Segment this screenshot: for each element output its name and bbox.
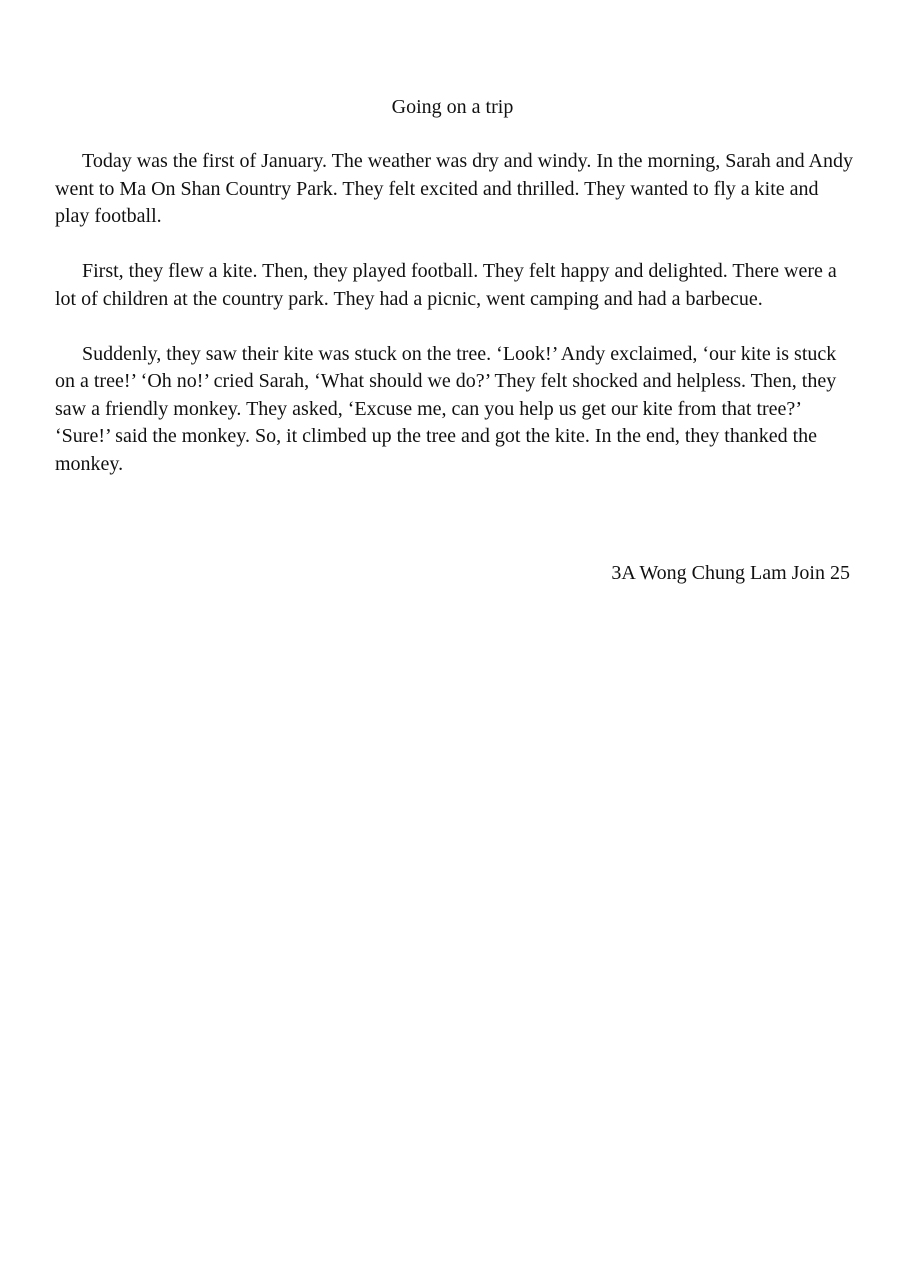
document-body bbox=[55, 148, 853, 506]
paragraph-1: Today was the first of January. The weather was dry and windy. In the morning, Sarah and Andy went to Ma On Shan Country Park. They felt excited and thrilled. They wanted to fly a kite and play football. bbox=[55, 150, 853, 227]
document-title: Going on a trip bbox=[391, 96, 514, 118]
author-signature: 3A Wong Chung Lam Join 25 bbox=[611, 562, 850, 584]
paragraph-3: Suddenly, they saw their kite was stuck on the tree. ‘Look!’ Andy exclaimed, ‘our kite is stuck on a tree!’ ‘Oh no!’ cried Sarah, ‘What should we do?’ They felt shocked and helpless. Then, they saw a friendly monkey. They asked, ‘Excuse me, can you help us get our kite from that tree?’ ‘Sure!’ said the monkey. So, it climbed up the tree and got the kite. In the end, they thanked the monkey. bbox=[55, 342, 837, 475]
paragraph-2: First, they flew a kite. Then, they played football. They felt happy and delighted. There were a lot of children at the country park. They had a picnic, went camping and had a barbecue. bbox=[55, 260, 837, 310]
